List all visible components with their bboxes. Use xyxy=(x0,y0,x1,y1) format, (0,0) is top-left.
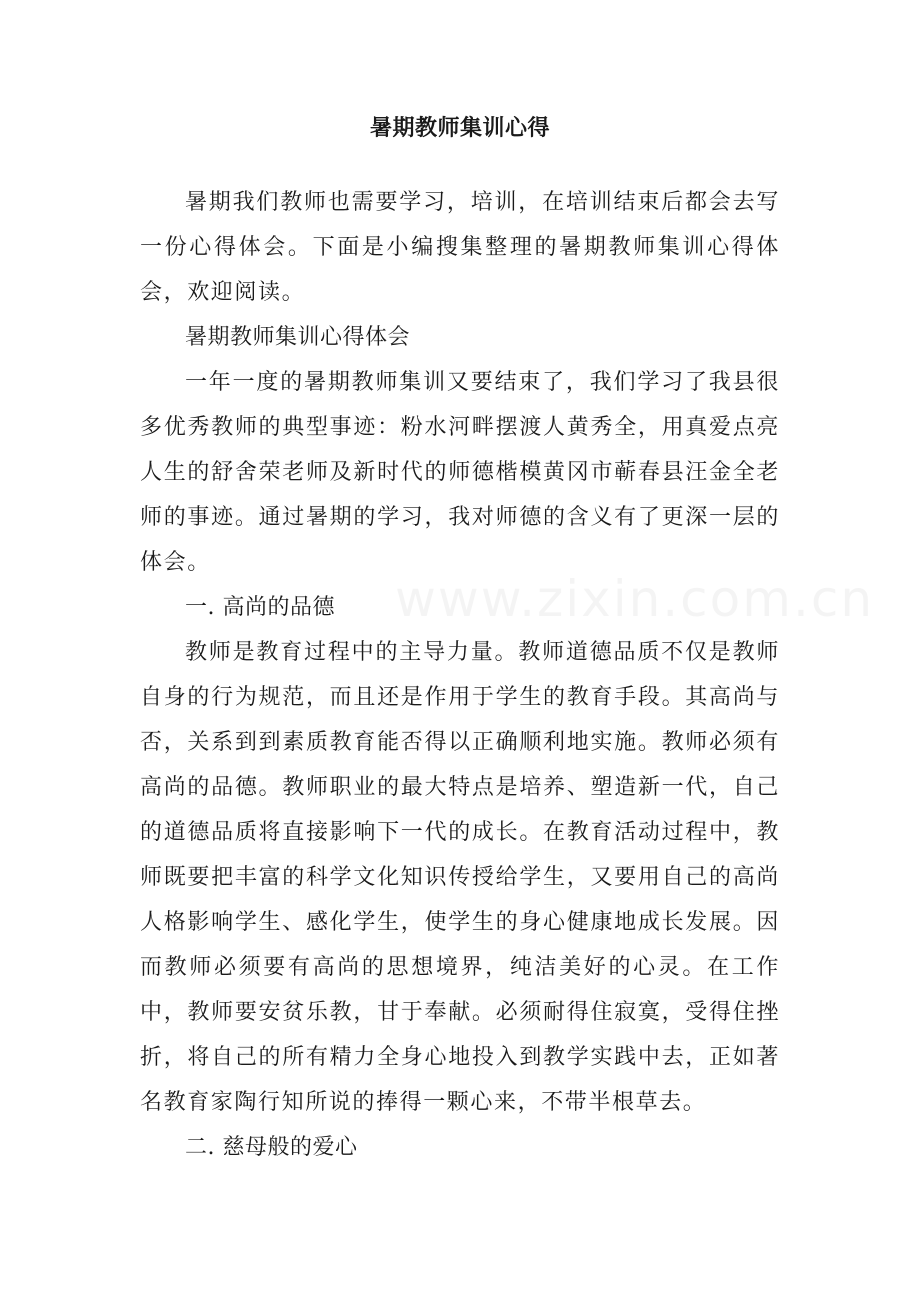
section-heading-2: 二. 慈母般的爱心 xyxy=(185,1135,358,1160)
body-paragraph-1: 教师是教育过程中的主导力量。教师道德品质不仅是教师自身的行为规范，而且还是作用于学生的教育手段。其高尚与否，关系到到素质教育能否得以正确顺利地实施。教师必须有高尚的品德。教师职业的最大特点是培养、塑造新一代，自己的道德品质将直接影响下一代的成长。在教育活动过程中，教师既要把丰富的科学文化知识传授给学生，又要用自己的高尚人格影响学生、感化学生，使学生的身心健康地成长发展。因而教师必须要有高尚的思想境界，纯洁美好的心灵。在工作中，教师要安贫乐教，甘于奉献。必须耐得住寂寞，受得住挫折，将自己的所有精力全身心地投入到教学实践中去，正如著名教育家陶行知所说的捧得一颗心来，不带半根草去。 xyxy=(140,640,780,1115)
body-paragraph: 一年一度的暑期教师集训又要结束了，我们学习了我县很多优秀教师的典型事迹：粉水河畔摆渡人黄秀全，用真爱点亮人生的舒舍荣老师及新时代的师德楷模黄冈市蕲春县汪金全老师的事迹。通过暑期的学习，我对师德的含义有了更深一层的体会。 xyxy=(140,370,780,575)
document-title: 暑期教师集训心得 xyxy=(369,115,550,141)
section-heading: 暑期教师集训心得体会 xyxy=(185,325,411,350)
intro-paragraph: 暑期我们教师也需要学习，培训，在培训结束后都会去写一份心得体会。下面是小编搜集整理的暑期教师集训心得体会，欢迎阅读。 xyxy=(140,190,780,305)
section-heading-1: 一. 高尚的品德 xyxy=(185,595,335,620)
